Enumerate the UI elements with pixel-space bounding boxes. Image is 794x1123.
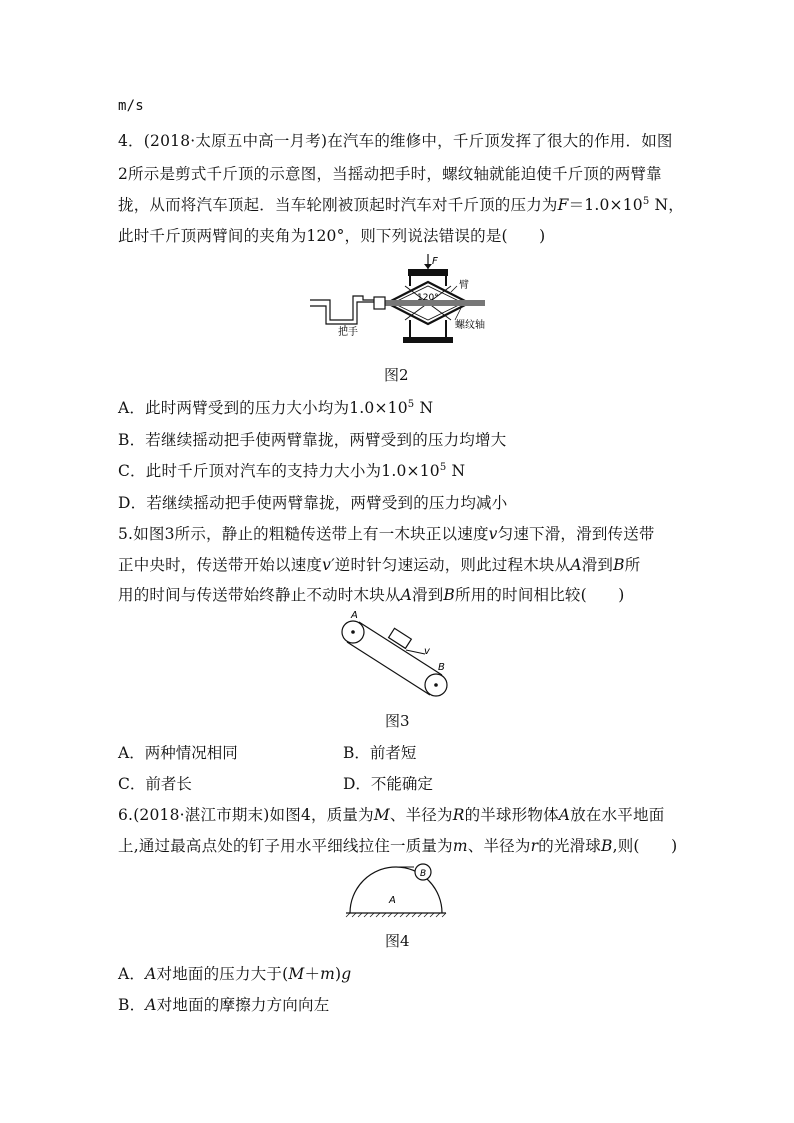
force-exponent: 5 [642,196,650,207]
q6-l1b: 、半径为 [389,806,453,824]
figure-4-caption: 图4 [385,932,410,950]
q6-opt-a-mass-small: m [320,965,336,983]
q4-line-4: 此时千斤顶两臂间的夹角为120°，则下列说法错误的是( ) [118,227,546,245]
jack-bottom-plate [403,337,453,343]
jack-top-plate [408,269,448,276]
q6-l2c: 的光滑球 [538,837,601,855]
q6-opt-a-plus: ＋ [304,965,321,983]
q6-opt-a-prefix: A． [118,965,146,983]
q4-option-d[interactable]: D．若继续摇动把手使两臂靠拢，两臂受到的压力均减小 [118,494,508,512]
q6-opt-a-paren: ) [335,965,342,983]
q5-l1b: 匀速下滑，滑到传送带 [497,525,655,543]
q5-l2c: 滑到 [581,556,614,574]
q6-l2d: ,则( ) [612,837,678,855]
q5-l2d: 所 [624,556,641,574]
q4-option-c-text: C．此时千斤顶对汽车的支持力大小为1.0×10 [118,462,440,480]
q6-mass-m-big: M [373,806,390,824]
q4-option-c[interactable] [118,459,465,481]
wood-block [389,628,412,648]
q6-opt-a-object: A [145,965,157,983]
q6-l1d: 放在水平地面 [570,806,665,824]
handle-label: 把手 [338,327,358,338]
q6-l1c: 的半球形物体 [464,806,559,824]
q6-opt-a-mass-big: M [288,965,305,983]
q6-l2b: 、半径为 [467,837,531,855]
belt-bottom [347,642,430,695]
ball-b-label: B [420,869,427,879]
q6-opt-b-text: 对地面的摩擦力方向向左 [156,996,330,1014]
figure-2-jack-diagram [305,252,505,352]
q5-l3a: 用的时间与传送带始终静止不动时木块从 [118,586,401,604]
point-a-label: A [351,610,358,621]
q5-l3-point-a: A [400,586,413,604]
coupler [374,297,385,309]
q4-line-3-text: 拢，从而将汽车顶起．当车轮刚被顶起时汽车对千斤顶的压力为 [118,196,558,214]
q6-radius-r-small: r [530,837,539,855]
q4-option-c-unit: N [446,462,466,480]
q4-line-3 [118,193,684,215]
q5-l3-point-b: B [443,586,456,604]
q5-point-a: A [570,556,582,574]
q6-option-a[interactable] [118,962,351,984]
q6-object-a: A [558,806,571,824]
q6-line-1 [118,803,664,825]
q6-radius-r-big: R [452,806,465,824]
q6-opt-a-text: 对地面的压力大于( [156,965,289,983]
q6-opt-b-object: A [145,996,157,1014]
figure-3-conveyor-diagram [337,608,457,698]
point-b-label: B [438,662,445,673]
q5-option-c[interactable]: C．前者长 [118,775,192,793]
q5-option-b[interactable]: B．前者短 [343,744,417,762]
q4-option-a-exp: 5 [407,399,415,410]
figure-4-hemisphere-diagram [342,858,452,918]
q6-l1a: 6.(2018·湛江市期末)如图4，质量为 [118,806,374,824]
hemisphere-a-label: A [389,895,396,906]
crank-handle [310,296,374,320]
velocity-label: v [424,646,430,657]
q6-l2a: 上,通过最高点处的钉子用水平细线拉住一质量为 [118,837,453,855]
q5-point-b: B [613,556,625,574]
q4-option-b[interactable]: B．若继续摇动把手使两臂靠拢，两臂受到的压力均增大 [118,431,507,449]
q5-l3c: 所用的时间相比较( ) [455,586,625,604]
q5-line-2 [118,553,640,575]
q6-line-2 [118,834,677,856]
q4-option-a-unit: N [414,399,434,417]
q5-velocity-v-prime: v′ [322,556,335,574]
figure-3-caption: 图3 [385,712,410,730]
q5-l2a: 正中央时，传送带开始以速度 [118,556,323,574]
q5-option-a[interactable]: A．两种情况相同 [118,744,238,762]
q4-option-c-exp: 5 [439,462,447,473]
screw-label: 螺纹轴 [455,320,485,331]
q6-opt-a-gravity: g [341,965,352,983]
q6-mass-m-small: m [452,837,468,855]
force-arrow-head [424,264,432,269]
force-value: ＝1.0×10 [568,196,643,214]
q6-option-b[interactable] [118,993,329,1015]
q5-l1a: 5.如图3所示，静止的粗糙传送带上有一木块正以速度 [118,525,489,543]
q5-option-d[interactable]: D．不能确定 [343,775,433,793]
q5-l2b: 逆时针匀速运动，则此过程木块从 [334,556,571,574]
q4-option-a[interactable] [118,396,433,418]
q4-line-1: 4．(2018·太原五中高一月考)在汽车的维修中，千斤顶发挥了很大的作用．如图 [118,132,673,150]
force-symbol: F [557,196,569,214]
unit-text: m/s [118,98,144,114]
q5-l3b: 滑到 [412,586,444,604]
q4-line-2: 2所示是剪式千斤顶的示意图，当摇动把手时，螺纹轴就能迫使千斤顶的两臂靠 [118,165,662,183]
q6-ball-b: B [601,837,613,855]
angle-label: 120° [417,293,439,303]
q6-opt-b-prefix: B． [118,996,146,1014]
arm-label: 臂 [459,280,469,291]
figure-2-caption: 图2 [384,366,409,384]
force-label: F [432,256,438,267]
force-unit: N， [649,196,684,214]
q5-line-3 [118,583,625,605]
q5-line-1 [118,522,655,544]
q4-option-a-text: A．此时两臂受到的压力大小均为1.0×10 [118,399,408,417]
q5-velocity-v: v [488,525,498,543]
